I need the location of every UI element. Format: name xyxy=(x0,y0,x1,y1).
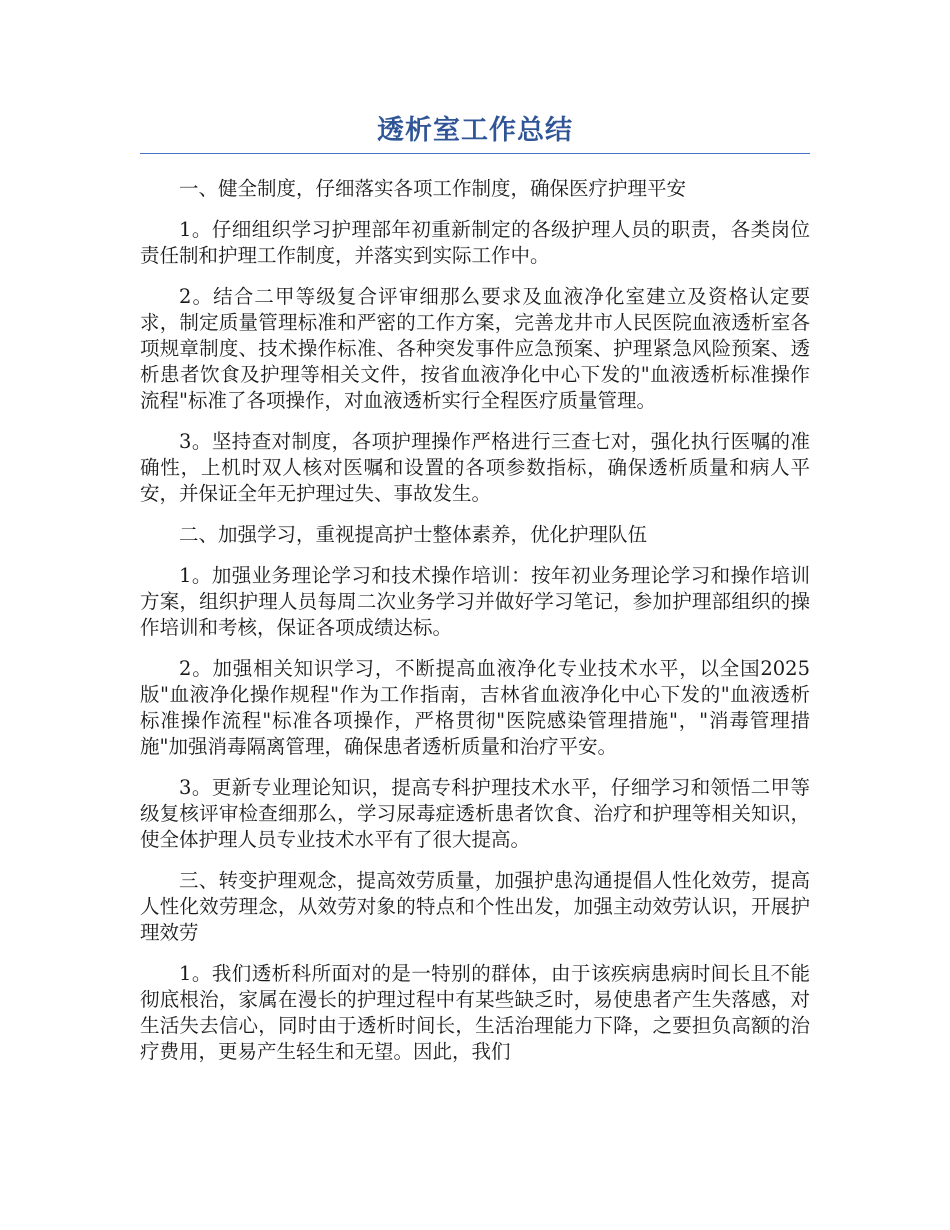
document-page xyxy=(140,108,810,1080)
paragraph: 2。加强相关知识学习，不断提高血液净化专业技术水平，以全国2025版"血液净化操作规程"作为工作指南，吉林省血液净化中心下发的"血液透析标准操作流程"标准各项操作，严格贯彻"医院感染管理措施"，"消毒管理措施"加强消毒隔离管理，确保患者透析质量和治疗平安。 xyxy=(140,657,810,758)
paragraph: 1。我们透析科所面对的是一特别的群体，由于该疾病患病时间长且不能彻底根治，家属在漫长的护理过程中有某些缺乏时，易使患者产生失落感，对生活失去信心，同时由于透析时间长，生活治理能力下降，之要担负高额的治疗费用，更易产生轻生和无望。因此，我们 xyxy=(140,962,810,1063)
paragraph: 1。仔细组织学习护理部年初重新制定的各级护理人员的职责，各类岗位责任制和护理工作制度，并落实到实际工作中。 xyxy=(140,218,810,267)
section-heading-1: 一、健全制度，仔细落实各项工作制度，确保医疗护理平安 xyxy=(179,177,687,200)
section-heading-2: 二、加强学习，重视提高护士整体素养，优化护理队伍 xyxy=(179,523,648,546)
paragraph: 3。坚持查对制度，各项护理操作严格进行三查七对，强化执行医嘱的准确性，上机时双人核对医嘱和设置的各项参数指标，确保透析质量和病人平安，并保证全年无护理过失、事故发生。 xyxy=(140,430,810,505)
document-title: 透析室工作总结 xyxy=(377,115,573,146)
title-underline xyxy=(140,153,810,154)
paragraph: 1。加强业务理论学习和技术操作培训：按年初业务理论学习和操作培训方案，组织护理人员每周二次业务学习并做好学习笔记，参加护理部组织的操作培训和考核，保证各项成绩达标。 xyxy=(140,564,810,639)
paragraph: 2。结合二甲等级复合评审细那么要求及血液净化室建立及资格认定要求，制定质量管理标准和严密的工作方案，完善龙井市人民医院血液透析室各项规章制度、技术操作标准、各种突发事件应急预案、护理紧急风险预案、透析患者饮食及护理等相关文件，按省血液净化中心下发的"血液透析标准操作流程"标准了各项操作，对血液透析实行全程医疗质量管理。 xyxy=(140,285,810,412)
paragraph: 3。更新专业理论知识，提高专科护理技术水平，仔细学习和领悟二甲等级复核评审检查细那么，学习尿毒症透析患者饮食、治疗和护理等相关知识，使全体护理人员专业技术水平有了很大提高。 xyxy=(140,776,810,851)
section-heading-3: 三、转变护理观念，提高效劳质量，加强护患沟通提倡人性化效劳，提高人性化效劳理念，从效劳对象的特点和个性出发，加强主动效劳认识，开展护理效劳 xyxy=(140,869,810,944)
